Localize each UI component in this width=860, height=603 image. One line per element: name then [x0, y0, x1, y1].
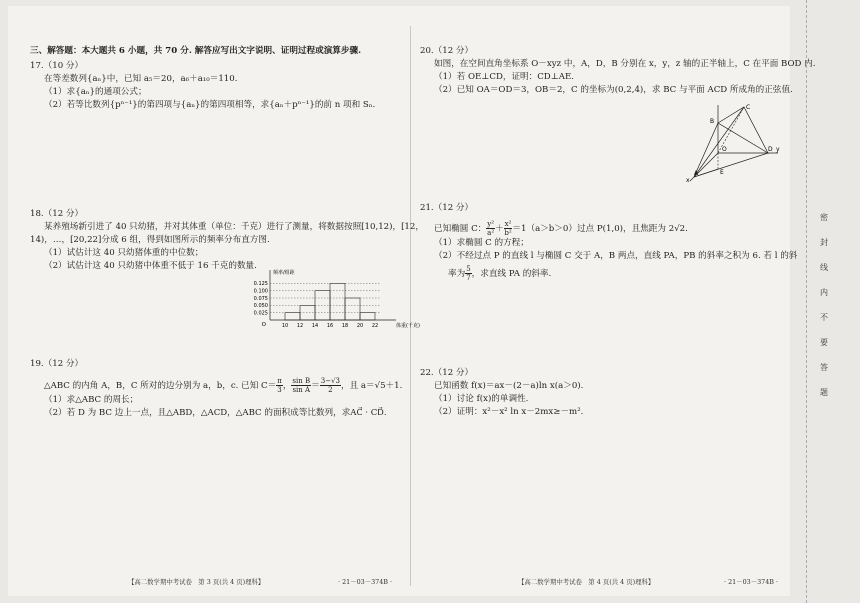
histogram-chart: [242, 268, 420, 330]
seal-char-5: 不: [820, 313, 828, 322]
hist-xtick-label: 10: [281, 323, 289, 329]
q21-x2: x²: [504, 220, 512, 228]
hist-xtick-label: 14: [311, 323, 319, 329]
q22-line3: （2）证明：x²－x² ln x－2mx≥－m².: [434, 407, 584, 417]
hist-ytick-label: 0.025: [253, 310, 268, 317]
q21-line2: （1）求椭圆 C 的方程；: [434, 238, 529, 248]
q18-line2: 14)，…，[20,22]分成 6 组，得到如图所示的频率分布直方图.: [30, 235, 270, 245]
q19-frac-c: [276, 377, 283, 394]
q21-line1: [420, 220, 780, 237]
hist-origin-label: O: [261, 322, 266, 328]
q19-frac-sin-den: sin A: [292, 386, 311, 394]
hist-xtick-label: 12: [296, 323, 304, 329]
q18-line1: 某养殖场新引进了 40 只幼猪，并对其体重（单位：千克）进行了测量，将数据按照[10,12)，[12，: [44, 222, 424, 232]
q21-text-d: ，求直线 PA 的斜率.: [471, 269, 552, 279]
q19-line3: （2）若 D 为 BC 边上一点，且△ABD，△ACD，△ABC 的面积成等比数列，求AC⃗ · CD⃗.: [44, 408, 387, 418]
q21-y2: y²: [487, 220, 495, 228]
label-a: A: [694, 170, 699, 177]
q20-line2: （1）若 OE⊥CD，证明：CD⊥AE.: [434, 72, 574, 82]
question-19: [30, 358, 403, 420]
q18-line4: （2）试估计这 40 只幼猪中体重不低于 16 千克的数量.: [44, 261, 257, 271]
seal-char-2: 封: [820, 238, 828, 247]
q17-line3: （2）若等比数列{pⁿ⁻¹}的第四项与{aₙ}的第四项相等，求{aₙ＋pⁿ⁻¹}的前 n 项和 Sₙ.: [44, 100, 376, 110]
q19-frac-c-num: π: [277, 377, 282, 385]
hist-xtick-label: 18: [341, 323, 349, 329]
q20-line3: （2）已知 OA＝OD＝3，OB＝2，C 的坐标为(0,2,4)，求 BC 与平面 ACD 所成角的正弦值.: [434, 85, 793, 95]
hist-ylabel: 频率/组距: [273, 270, 295, 276]
q21-a2: a²: [487, 229, 495, 237]
q22-head: 22.（12 分）: [420, 368, 474, 378]
footer-left-code: · 21－03－374B ·: [338, 578, 393, 586]
q19-line2: （1）求△ABC 的周长；: [44, 395, 139, 405]
question-18: [30, 208, 424, 273]
seal-char-3: 线: [820, 263, 828, 272]
q19-text-a: △ABC 的内角 A，B，C 所对的边分别为 a，b，c. 已知 C＝: [44, 381, 277, 391]
seal-char-7: 答: [820, 363, 828, 372]
q19-frac-sin-num: sin B: [292, 377, 311, 385]
footer-left-page: 【高二数学期中考试卷 第 3 页(共 4 页)理科】: [128, 578, 265, 586]
hist-ytick-label: 0.050: [253, 303, 268, 310]
hist-bar: [285, 313, 300, 320]
q22-line1: 已知函数 f(x)＝ax－(2－a)ln x(a＞0).: [434, 381, 584, 391]
q17-line1: 在等差数列{aₙ}中，已知 a₅＝20，a₆＋a₁₀＝110.: [44, 74, 238, 84]
q21-b2: b²: [504, 229, 512, 237]
q21-k-den: 7: [466, 274, 471, 282]
q19-frac-val: [320, 377, 341, 394]
q19-head: 19.（12 分）: [30, 359, 84, 369]
q21-line4: [420, 265, 780, 282]
hist-ytick-label: 0.125: [253, 281, 268, 288]
q17-line2: （1）求{aₙ}的通项公式；: [44, 87, 147, 97]
q21-text-c: 率为: [448, 269, 466, 279]
hist-xtick-label: 20: [356, 323, 364, 329]
label-d: D: [768, 146, 773, 153]
hist-ytick-label: 0.075: [253, 295, 268, 302]
section-header: [30, 45, 400, 58]
seal-char-8: 题: [820, 388, 828, 397]
hist-xlabel: 体重(千克): [396, 323, 420, 329]
q19-text-c: ＝: [311, 381, 320, 391]
q19-line1: [30, 377, 403, 394]
q21-text-a: 已知椭圆 C：: [434, 224, 487, 234]
q18-head: 18.（12 分）: [30, 209, 84, 219]
edge-ab: [694, 123, 718, 177]
seal-char-1: 密: [820, 213, 828, 222]
question-22: [420, 367, 780, 419]
question-20: [420, 45, 816, 97]
q21-head: 21.（12 分）: [420, 203, 474, 213]
q19-frac-val-den: 2: [328, 386, 333, 394]
q21-k-num: 5: [466, 265, 471, 273]
q22-line2: （1）讨论 f(x)的单调性.: [434, 394, 529, 404]
question-21: [420, 202, 798, 282]
q21-text-b: ＝1（a＞b＞0）过点 P(1,0)，且焦距为 2√2.: [512, 224, 688, 234]
figure-q20-coordinate-system: [682, 101, 782, 183]
seal-char-6: 要: [820, 338, 828, 347]
hist-bar: [360, 313, 375, 320]
question-17: [30, 60, 400, 112]
q21-frac-y: [486, 220, 495, 237]
q20-head: 20.（12 分）: [420, 46, 474, 56]
label-e: E: [720, 169, 724, 176]
q19-text-d: ，且 a＝√5＋1.: [340, 381, 403, 391]
hist-ytick-label: 0.100: [253, 288, 268, 295]
q19-text-b: ，: [282, 381, 292, 391]
label-x: x: [686, 177, 690, 184]
q20-line1: 如图，在空间直角坐标系 O－xyz 中，A，D，B 分别在 x，y，z 轴的正半轴上，C 在平面 BOD 内.: [434, 59, 816, 69]
label-b: B: [710, 118, 715, 125]
label-o: O: [722, 146, 727, 153]
q19-frac-c-den: 3: [277, 386, 282, 394]
label-y: y: [776, 146, 780, 153]
q19-frac-sin: [291, 377, 311, 394]
footer-right-page: 【高二数学期中考试卷 第 4 页(共 4 页)理科】: [518, 578, 655, 586]
footer-right-code: · 21－03－374B ·: [724, 578, 779, 586]
seal-char-4: 内: [820, 288, 828, 297]
hist-bar: [330, 283, 345, 320]
q21-line3: （2）不经过点 P 的直线 l 与椭圆 C 交于 A，B 两点，直线 PA，PB 的斜率之积为 6. 若 l 的斜: [434, 251, 798, 261]
edge-ac: [694, 107, 744, 177]
hist-bar: [345, 298, 360, 320]
q17-head: 17.（10 分）: [30, 61, 84, 71]
q19-frac-val-num: 3−√3: [320, 377, 340, 385]
seal-line-margin: [806, 0, 851, 603]
q21-plus: ＋: [495, 224, 504, 234]
hist-xtick-label: 22: [371, 323, 379, 329]
hist-xtick-label: 16: [326, 323, 334, 329]
exam-sheet: [8, 6, 816, 596]
label-c: C: [746, 104, 751, 111]
q18-line3: （1）试估计这 40 只幼猪体重的中位数；: [44, 248, 204, 258]
section-header-text: 三、解答题：本大题共 6 小题，共 70 分. 解答应写出文字说明、证明过程或演算步骤.: [30, 46, 362, 56]
